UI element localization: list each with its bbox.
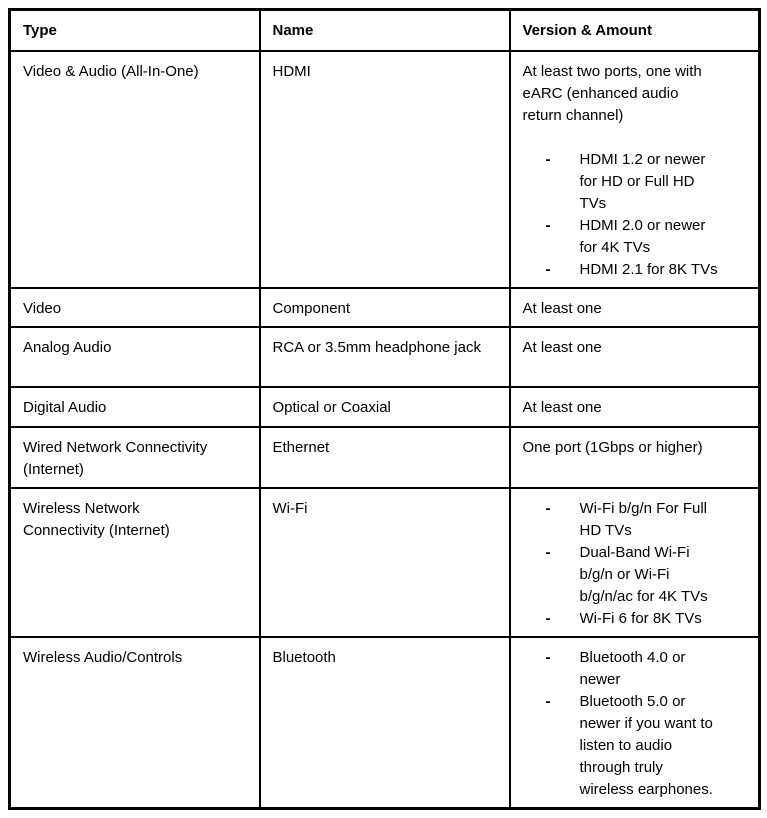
cell-name: Component	[260, 288, 510, 327]
cell-type: Video	[10, 288, 260, 327]
dash-bullet-icon: -	[545, 610, 551, 627]
list-item-text: Wi-Fi b/g/n For Full HD TVs	[579, 500, 708, 539]
cell-name: Bluetooth	[260, 637, 510, 809]
list-item-text: HDMI 1.2 or newer for HD or Full HD TVs	[579, 151, 706, 212]
tv-connectivity-spec-table	[8, 8, 761, 810]
table-row-wifi	[10, 488, 760, 637]
list-item	[546, 542, 747, 608]
list-item-text: Bluetooth 5.0 or newer if you want to listen to audio through truly wireless earphones.	[579, 693, 713, 798]
version-intro-text: At least two ports, one with eARC (enhanced audio return channel)	[522, 63, 702, 124]
table-row-ethernet	[10, 427, 760, 488]
cell-type: Wireless Audio/Controls	[10, 637, 260, 809]
cell-version-amount: At least one	[510, 387, 760, 427]
table-row-hdmi	[10, 51, 760, 288]
dash-bullet-icon: -	[545, 649, 551, 666]
list-item-text: HDMI 2.0 or newer for 4K TVs	[579, 217, 706, 256]
cell-type: Wireless Network Connectivity (Internet)	[10, 488, 260, 637]
cell-name: Ethernet	[260, 427, 510, 488]
list-item-text: HDMI 2.1 for 8K TVs	[579, 261, 718, 278]
version-bullet-list	[546, 498, 747, 630]
cell-name: Optical or Coaxial	[260, 387, 510, 427]
header-cell-type: Type	[10, 10, 260, 52]
cell-name: HDMI	[260, 51, 510, 288]
cell-version-amount	[510, 637, 760, 809]
table-header-row	[10, 10, 760, 52]
cell-version-amount	[510, 488, 760, 637]
table-row-component	[10, 288, 760, 327]
list-item	[546, 149, 747, 215]
list-item	[546, 691, 747, 801]
header-cell-version-amount: Version & Amount	[510, 10, 760, 52]
dash-bullet-icon: -	[545, 217, 551, 234]
cell-type: Wired Network Connectivity (Internet)	[10, 427, 260, 488]
version-bullet-list	[546, 149, 747, 281]
cell-type: Digital Audio	[10, 387, 260, 427]
cell-name: Wi-Fi	[260, 488, 510, 637]
list-item	[546, 647, 747, 691]
version-bullet-list	[546, 647, 747, 801]
dash-bullet-icon: -	[545, 261, 551, 278]
cell-version-amount: One port (1Gbps or higher)	[510, 427, 760, 488]
cell-name: RCA or 3.5mm headphone jack	[260, 327, 510, 387]
list-item	[546, 215, 747, 259]
dash-bullet-icon: -	[545, 500, 551, 517]
table-row-digital-audio	[10, 387, 760, 427]
list-item	[546, 608, 747, 630]
blank-line	[523, 127, 747, 149]
dash-bullet-icon: -	[545, 151, 551, 168]
list-item-text: Bluetooth 4.0 or newer	[579, 649, 686, 688]
list-item-text: Dual-Band Wi-Fi b/g/n or Wi-Fi b/g/n/ac for 4K TVs	[579, 544, 708, 605]
cell-version-amount	[510, 51, 760, 288]
dash-bullet-icon: -	[545, 693, 551, 710]
header-cell-name: Name	[260, 10, 510, 52]
list-item	[546, 259, 747, 281]
cell-type: Analog Audio	[10, 327, 260, 387]
list-item-text: Wi-Fi 6 for 8K TVs	[579, 610, 702, 627]
cell-version-amount: At least one	[510, 327, 760, 387]
table-row-bluetooth	[10, 637, 760, 809]
cell-version-amount: At least one	[510, 288, 760, 327]
dash-bullet-icon: -	[545, 544, 551, 561]
cell-type: Video & Audio (All-In-One)	[10, 51, 260, 288]
table-row-analog-audio	[10, 327, 760, 387]
list-item	[546, 498, 747, 542]
